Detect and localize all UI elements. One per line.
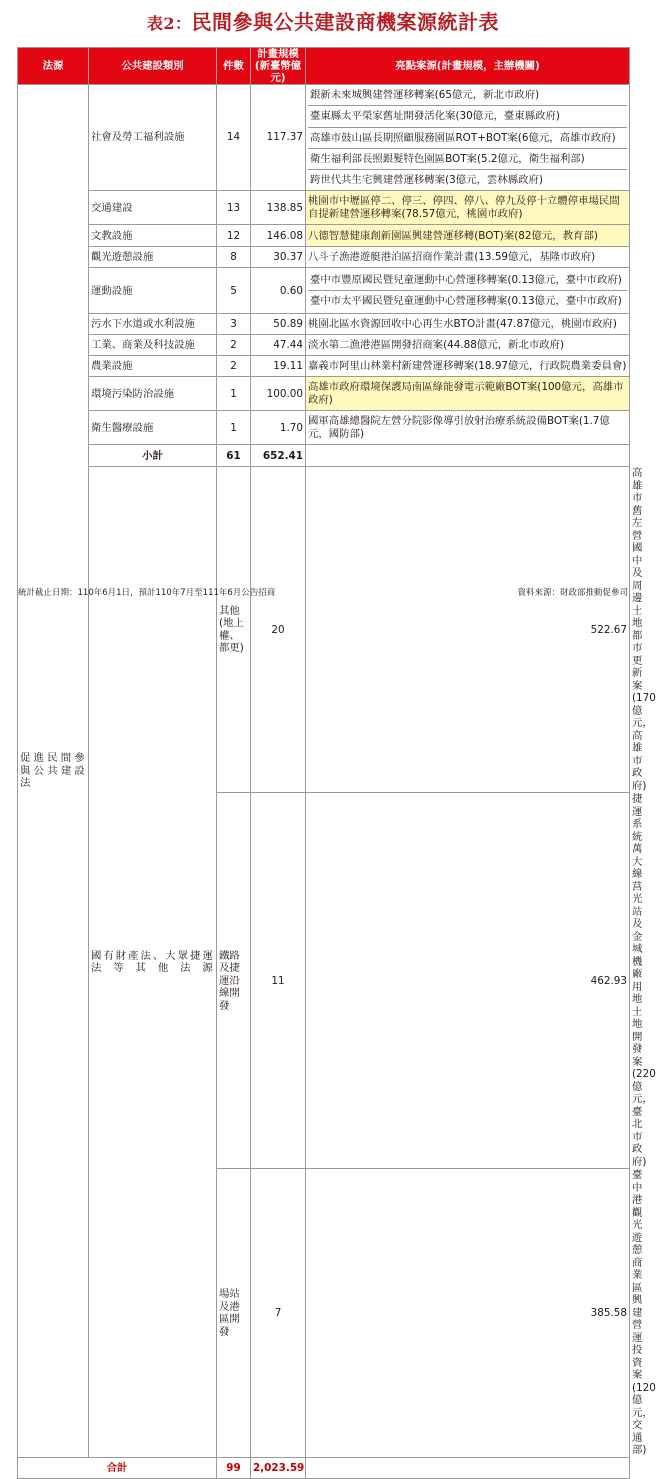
subtotal-count: 61 bbox=[217, 445, 251, 467]
header-row bbox=[18, 48, 630, 85]
category-cell: 文教設施 bbox=[89, 225, 217, 247]
cases-cell: 高雄市政府環境保護局南區綠能發電示範廠BOT案(100億元，高雄市政府) bbox=[306, 377, 630, 411]
amount-cell: 522.67 bbox=[306, 467, 630, 793]
category-cell: 鐵路及捷運沿線開發 bbox=[217, 793, 251, 1169]
cases-cell bbox=[306, 268, 630, 314]
category-cell: 場站及港區開發 bbox=[217, 1169, 251, 1458]
table-row bbox=[18, 377, 630, 411]
case-line: 衛生福利部長照銀髮特色園區BOT案(5.2億元，衛生福利部) bbox=[308, 149, 627, 170]
table-row bbox=[18, 225, 630, 247]
amount-cell: 1.70 bbox=[251, 411, 306, 445]
count-cell: 20 bbox=[251, 467, 306, 793]
statistics-table bbox=[17, 47, 656, 1479]
category-cell: 衛生醫療設施 bbox=[89, 411, 217, 445]
cases-cell: 八斗子漁港遊艇港泊區招商作業計畫(13.59億元，基隆市政府) bbox=[306, 247, 630, 268]
cases-cell: 八德智慧健康創新園區興建營運移轉(BOT)案(82億元，教育部) bbox=[306, 225, 630, 247]
subtotal-empty-cell bbox=[306, 445, 630, 467]
amount-cell: 385.58 bbox=[306, 1169, 630, 1458]
cases-cell: 嘉義市阿里山林業村新建營運移轉案(18.97億元，行政院農業委員會) bbox=[306, 356, 630, 377]
subtotal-label: 小計 bbox=[89, 445, 217, 467]
case-line: 臺中市太平國民暨兒童運動中心營運移轉案(0.13億元，臺中市政府) bbox=[310, 295, 622, 308]
count-cell: 14 bbox=[217, 85, 251, 191]
table-row bbox=[18, 314, 630, 335]
case-line: 銀新未來城興建營運移轉案(65億元，新北市政府) bbox=[308, 85, 627, 106]
table-row bbox=[18, 191, 630, 225]
subtotal-row bbox=[18, 445, 630, 467]
case-line: 高雄市鼓山區長期照顧服務園區ROT+BOT案(6億元，高雄市政府) bbox=[308, 128, 627, 149]
category-cell: 農業設施 bbox=[89, 356, 217, 377]
amount-cell: 146.08 bbox=[251, 225, 306, 247]
header-count: 件數 bbox=[217, 48, 251, 85]
table-body bbox=[18, 85, 656, 1479]
total-label: 合計 bbox=[18, 1457, 217, 1478]
header-source: 法源 bbox=[18, 48, 89, 85]
legal-source-cell: 促進民間參與公共建設法 bbox=[18, 85, 89, 1458]
amount-cell: 462.93 bbox=[306, 793, 630, 1169]
footer-note: 統計截止日期：110年6月1日，預計110年7月至111年6月公告招商 bbox=[18, 588, 276, 598]
category-cell: 其他(地上權、都更) bbox=[217, 467, 251, 793]
category-cell: 環境污染防治設施 bbox=[89, 377, 217, 411]
amount-cell: 138.85 bbox=[251, 191, 306, 225]
case-line: 臺東縣太平榮家舊址開發活化案(30億元，臺東縣政府) bbox=[308, 106, 627, 127]
cases-cell: 淡水第二漁港港區開發招商案(44.88億元，新北市政府) bbox=[306, 335, 630, 356]
count-cell: 1 bbox=[217, 377, 251, 411]
category-cell: 觀光遊憩設施 bbox=[89, 247, 217, 268]
table-title-main: 民間參與公共建設商機案源統計表 bbox=[191, 10, 500, 34]
category-cell: 工業、商業及科技設施 bbox=[89, 335, 217, 356]
table-row bbox=[18, 411, 630, 445]
amount-cell: 47.44 bbox=[251, 335, 306, 356]
case-line: 跨世代共生宅興建營運移轉案(3億元，雲林縣政府) bbox=[310, 174, 543, 187]
total-empty-cell bbox=[306, 1457, 630, 1478]
count-cell: 7 bbox=[251, 1169, 306, 1458]
amount-cell: 0.60 bbox=[251, 268, 306, 314]
cases-cell: 國軍高雄總醫院左營分院影像導引放射治療系統設備BOT案(1.7億元，國防部) bbox=[306, 411, 630, 445]
count-cell: 1 bbox=[217, 411, 251, 445]
count-cell: 5 bbox=[217, 268, 251, 314]
count-cell: 2 bbox=[217, 335, 251, 356]
table-title-prefix: 表2： bbox=[146, 14, 192, 33]
category-cell: 交通建設 bbox=[89, 191, 217, 225]
table-row bbox=[18, 356, 630, 377]
amount-cell: 50.89 bbox=[251, 314, 306, 335]
count-cell: 3 bbox=[217, 314, 251, 335]
total-amount: 2,023.59 bbox=[251, 1457, 306, 1478]
count-cell: 12 bbox=[217, 225, 251, 247]
table-row bbox=[18, 85, 630, 191]
amount-cell: 19.11 bbox=[251, 356, 306, 377]
total-count: 99 bbox=[217, 1457, 251, 1478]
count-cell: 13 bbox=[217, 191, 251, 225]
table-title bbox=[0, 6, 646, 35]
table-row bbox=[18, 335, 630, 356]
table-row bbox=[18, 268, 630, 314]
category-cell: 運動設施 bbox=[89, 268, 217, 314]
case-line: 臺中市豐原國民暨兒童運動中心營運移轉案(0.13億元，臺中市政府) bbox=[308, 270, 627, 291]
subtotal-amount: 652.41 bbox=[251, 445, 306, 467]
cases-cell bbox=[306, 85, 630, 191]
count-cell: 11 bbox=[251, 793, 306, 1169]
count-cell: 2 bbox=[217, 356, 251, 377]
total-row bbox=[18, 1457, 630, 1478]
cases-cell: 桃園北區水資源回收中心再生水BTO計畫(47.87億元，桃園市政府) bbox=[306, 314, 630, 335]
count-cell: 8 bbox=[217, 247, 251, 268]
amount-cell: 30.37 bbox=[251, 247, 306, 268]
table-row bbox=[18, 247, 630, 268]
amount-cell: 100.00 bbox=[251, 377, 306, 411]
table-row: 鐵路及捷運沿線開發 11 462.93 捷運系統萬大線莒光站及金城機廠用地土地開發案(220億元，臺北市政府) bbox=[18, 793, 630, 1169]
footer-source: 資料來源：財政部推動促參司 bbox=[517, 588, 628, 598]
table-row: 場站及港區開發 7 385.58 臺中港觀光遊憩商業區興建營運投資案(120億元，交通部) bbox=[18, 1169, 630, 1458]
header-category: 公共建設類別 bbox=[89, 48, 217, 85]
header-cases: 亮點案源(計畫規模，主辦機關) bbox=[306, 48, 630, 85]
header-amount: 計畫規模 (新臺幣億元) bbox=[251, 48, 306, 85]
cases-cell: 桃園市中壢區停二、停三、停四、停八、停九及停十立體停車場民間自提新建營運移轉案(78.57億元，桃園市政府) bbox=[306, 191, 630, 225]
legal-source-cell: 國有財產法、大眾捷運法等其他法源 bbox=[89, 467, 217, 1458]
category-cell: 污水下水道或水利設施 bbox=[89, 314, 217, 335]
category-cell: 社會及勞工福利設施 bbox=[89, 85, 217, 191]
table-row: 國有財產法、大眾捷運法等其他法源 其他(地上權、都更) 20 522.67 高雄市舊左營國中及周邊土地都市更新案(170億元，高雄市政府) bbox=[18, 467, 630, 793]
amount-cell: 117.37 bbox=[251, 85, 306, 191]
